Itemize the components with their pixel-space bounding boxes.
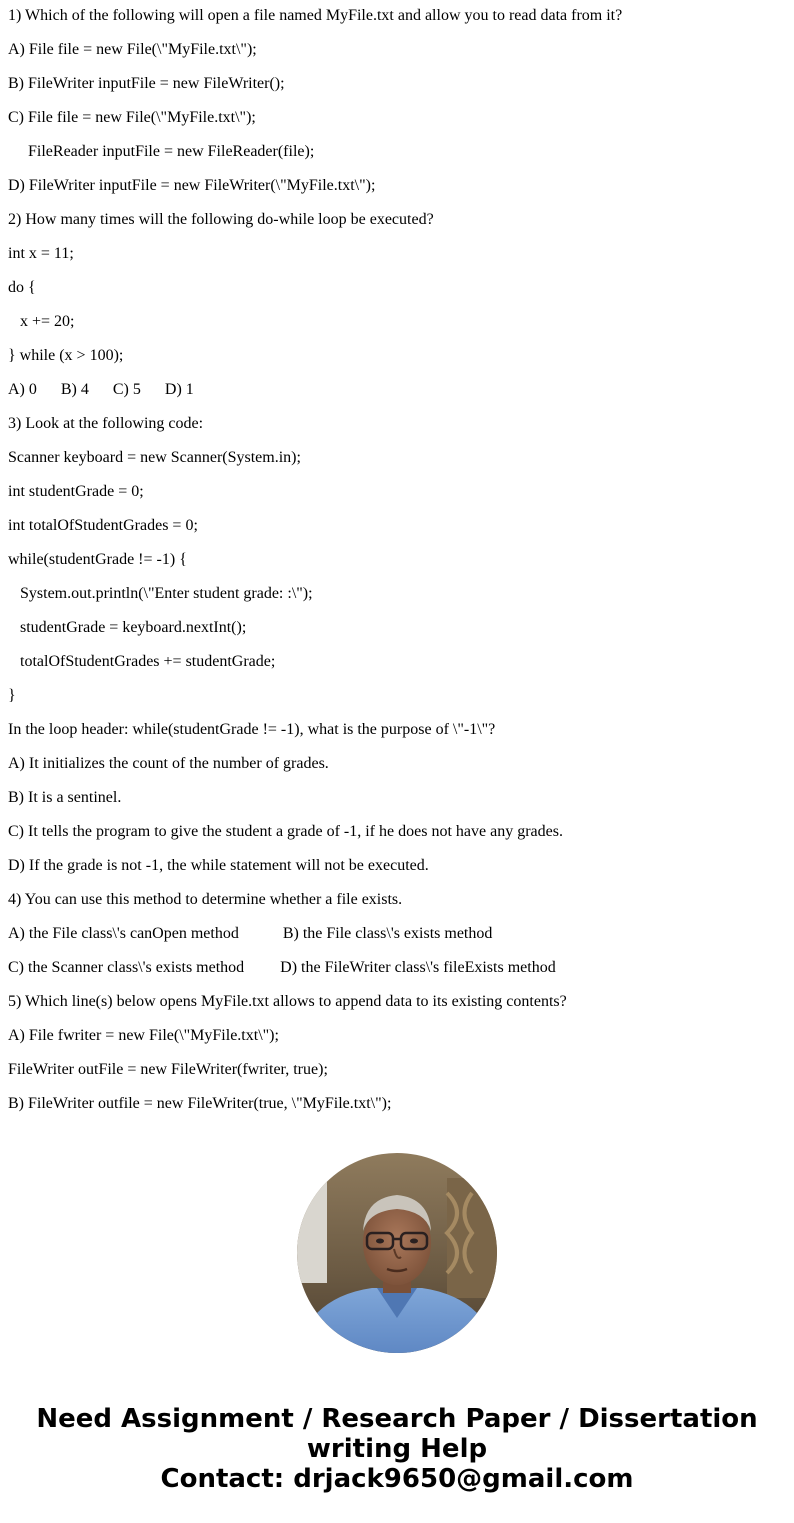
text-line: B) FileWriter outfile = new FileWriter(true, \"MyFile.txt\"); [8, 1095, 392, 1112]
contact-footer [0, 1404, 794, 1494]
text-line: A) 0 B) 4 C) 5 D) 1 [8, 381, 194, 398]
text-line: A) File file = new File(\"MyFile.txt\"); [8, 41, 257, 58]
text-line: 1) Which of the following will open a file named MyFile.txt and allow you to read data from it? [8, 7, 623, 24]
text-line: totalOfStudentGrades += studentGrade; [8, 653, 276, 670]
avatar-portrait [297, 1153, 497, 1353]
text-line: 5) Which line(s) below opens MyFile.txt allows to append data to its existing contents? [8, 993, 567, 1010]
text-line: } [8, 687, 16, 704]
text-line: Scanner keyboard = new Scanner(System.in); [8, 449, 301, 466]
footer-headline: Need Assignment / Research Paper / Dissertation [36, 1404, 758, 1434]
text-line: int studentGrade = 0; [8, 483, 144, 500]
text-line: } while (x > 100); [8, 347, 124, 364]
footer-subheadline: writing Help [306, 1434, 488, 1464]
text-line: FileWriter outFile = new FileWriter(fwriter, true); [8, 1061, 328, 1078]
text-line: FileReader inputFile = new FileReader(file); [8, 143, 315, 160]
text-line: int totalOfStudentGrades = 0; [8, 517, 198, 534]
text-line: x += 20; [8, 313, 75, 330]
text-line: studentGrade = keyboard.nextInt(); [8, 619, 247, 636]
text-line: 3) Look at the following code: [8, 415, 204, 432]
text-line: 2) How many times will the following do-while loop be executed? [8, 211, 434, 228]
text-line: B) FileWriter inputFile = new FileWriter(); [8, 75, 285, 92]
text-line: A) File fwriter = new File(\"MyFile.txt\"); [8, 1027, 279, 1044]
text-line: D) FileWriter inputFile = new FileWriter(\"MyFile.txt\"); [8, 177, 376, 194]
text-line: C) File file = new File(\"MyFile.txt\"); [8, 109, 256, 126]
text-line: A) the File class\'s canOpen method B) the File class\'s exists method [8, 925, 493, 942]
text-line: 4) You can use this method to determine whether a file exists. [8, 891, 403, 908]
text-line: B) It is a sentinel. [8, 789, 122, 806]
text-line: while(studentGrade != -1) { [8, 551, 187, 568]
avatar [297, 1153, 497, 1353]
text-line: C) the Scanner class\'s exists method D) the FileWriter class\'s fileExists method [8, 959, 556, 976]
text-line: do { [8, 279, 36, 296]
text-line: A) It initializes the count of the number of grades. [8, 755, 329, 772]
text-line: C) It tells the program to give the student a grade of -1, if he does not have any grades. [8, 823, 563, 840]
question-document [8, 6, 788, 1128]
footer-contact: Contact: drjack9650@gmail.com [160, 1464, 634, 1494]
text-line: In the loop header: while(studentGrade != -1), what is the purpose of \"-1\"? [8, 721, 496, 738]
text-line: int x = 11; [8, 245, 74, 262]
text-line: System.out.println(\"Enter student grade: :\"); [8, 585, 313, 602]
text-line: D) If the grade is not -1, the while statement will not be executed. [8, 857, 429, 874]
